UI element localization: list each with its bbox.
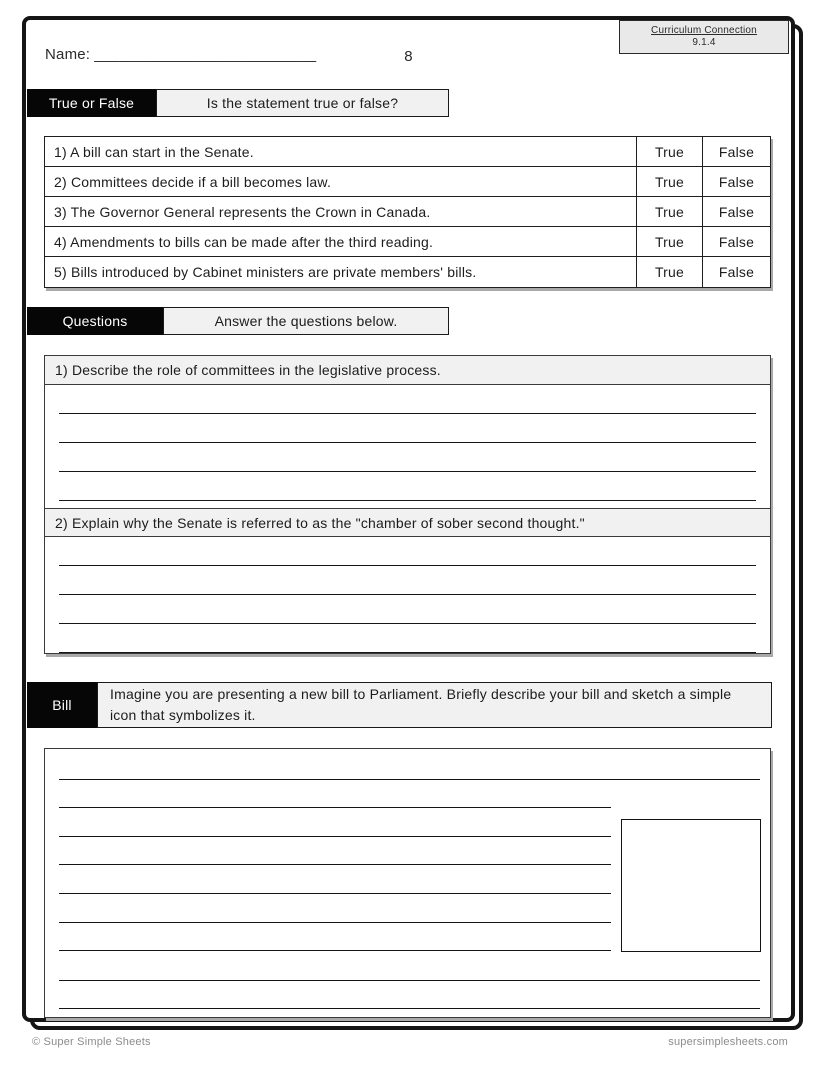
name-label: Name: [45,46,91,63]
questions-section-label: Questions [27,307,163,335]
answer-line[interactable] [59,624,756,653]
tf-false-option-2[interactable]: False [702,167,770,196]
tf-false-option-4[interactable]: False [702,227,770,256]
worksheet-frame [22,16,795,1022]
footer-website: supersimplesheets.com [668,1036,788,1048]
question-1-answer-area [45,385,770,501]
curriculum-code: 9.1.4 [692,37,716,48]
table-row [45,257,770,287]
page-number: 8 [404,48,413,65]
answer-line[interactable] [59,807,611,808]
statement-text: 1) A bill can start in the Senate. [54,143,254,160]
true-false-instruction: Is the statement true or false? [156,89,449,117]
tf-true-option-5[interactable]: True [636,257,702,287]
answer-line[interactable] [59,385,756,414]
questions-instruction: Answer the questions below. [163,307,449,335]
table-row [45,137,770,167]
true-false-section-header [27,89,791,117]
sketch-box[interactable] [621,819,761,952]
bill-instruction: Imagine you are presenting a new bill to Parliament. Briefly describe your bill and sketch a simple icon that symbolizes it. [97,682,772,728]
footer [32,1036,788,1048]
bill-section-header [27,682,791,728]
footer-copyright: © Super Simple Sheets [32,1036,151,1048]
tf-false-option-5[interactable]: False [702,257,770,287]
answer-line[interactable] [59,1008,760,1009]
true-false-table [44,136,771,288]
answer-line[interactable] [59,922,611,923]
statement-text: 4) Amendments to bills can be made after the third reading. [54,233,434,250]
table-row [45,197,770,227]
name-input-line[interactable]: __________________________ [94,46,317,63]
answer-line[interactable] [59,537,756,566]
true-false-section-label: True or False [27,89,156,117]
questions-box [44,355,771,654]
statement-text: 5) Bills introduced by Cabinet ministers are private members' bills. [54,264,477,280]
statement-text: 3) The Governor General represents the Crown in Canada. [54,203,431,220]
header [26,20,791,89]
answer-line[interactable] [59,443,756,472]
answer-line[interactable] [59,836,611,837]
bill-answer-box [44,748,771,1018]
table-row [45,167,770,197]
question-2-answer-area [45,537,770,653]
answer-line[interactable] [59,595,756,624]
question-1-prompt: 1) Describe the role of committees in the legislative process. [45,356,770,385]
question-2-prompt: 2) Explain why the Senate is referred to as the "chamber of sober second thought." [45,508,770,537]
worksheet-page [22,16,795,1022]
answer-line[interactable] [59,864,611,865]
answer-line[interactable] [59,414,756,443]
answer-line[interactable] [59,980,760,981]
tf-true-option-1[interactable]: True [636,137,702,166]
answer-line[interactable] [59,566,756,595]
answer-line[interactable] [59,950,611,951]
answer-line[interactable] [59,472,756,501]
statement-text: 2) Committees decide if a bill becomes law. [54,173,332,190]
curriculum-title: Curriculum Connection [651,25,757,36]
tf-true-option-3[interactable]: True [636,197,702,226]
tf-true-option-4[interactable]: True [636,227,702,256]
answer-line[interactable] [59,893,611,894]
answer-line[interactable] [59,779,760,780]
tf-false-option-3[interactable]: False [702,197,770,226]
questions-section-header [27,307,791,335]
bill-section-label: Bill [27,682,97,728]
curriculum-connection-box [619,20,789,54]
tf-false-option-1[interactable]: False [702,137,770,166]
table-row [45,227,770,257]
tf-true-option-2[interactable]: True [636,167,702,196]
